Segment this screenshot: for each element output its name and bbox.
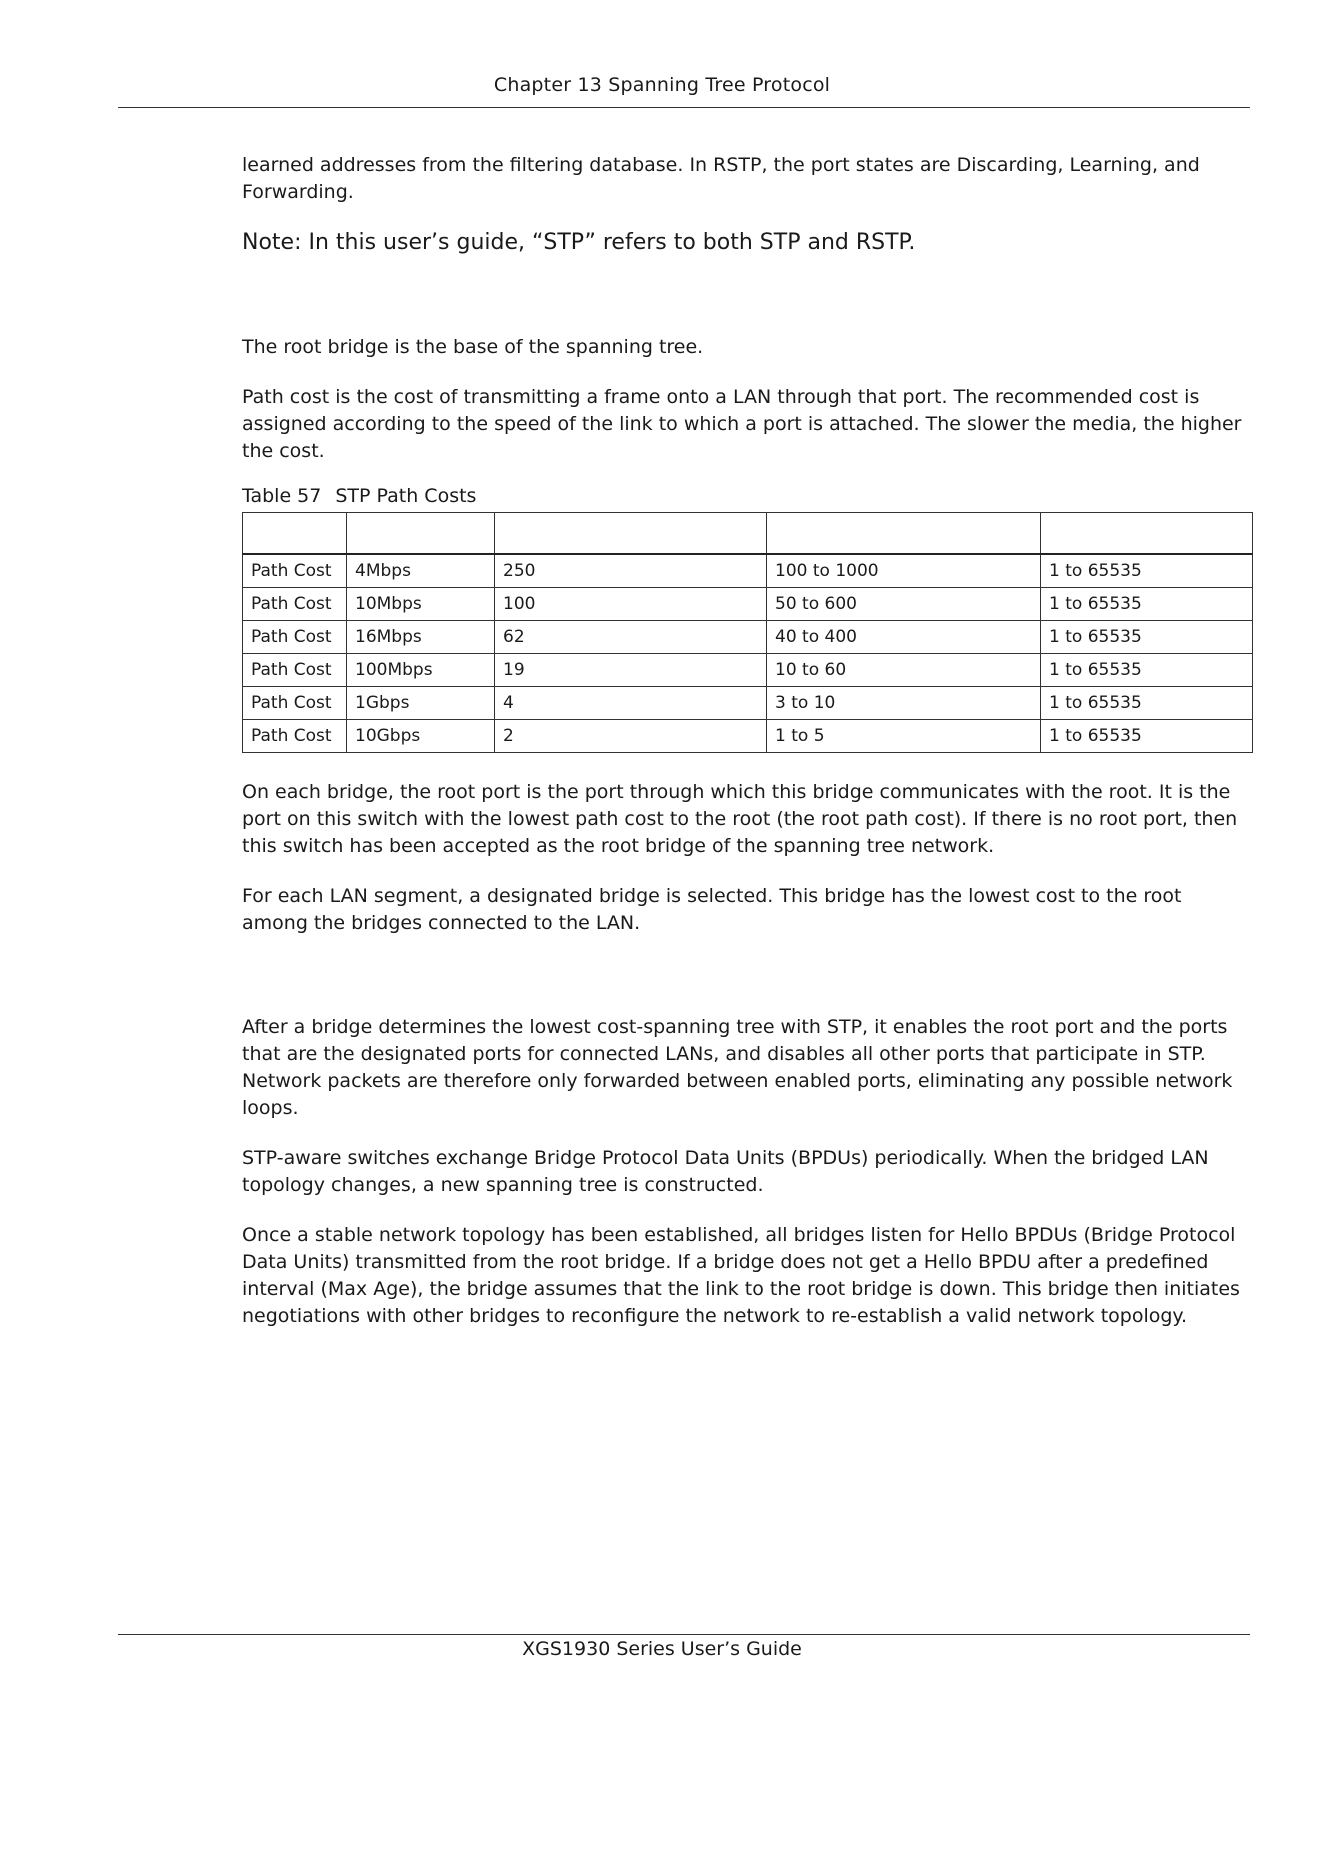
table-header-cell [243,513,347,555]
table-row [243,621,1253,654]
table-cell: 19 [495,654,767,687]
table-cell: 1 to 65535 [1041,588,1253,621]
table-header-cell [1041,513,1253,555]
table-header-cell [495,513,767,555]
table-cell: 4 [495,687,767,720]
table-cell: 2 [495,720,767,753]
table-cell: 1 to 65535 [1041,554,1253,588]
table-cell: 10Mbps [347,588,495,621]
table-header-row [243,513,1253,555]
section-gap [242,258,1252,334]
table-cell: 1 to 65535 [1041,687,1253,720]
table-row [243,654,1253,687]
guide-footer: XGS1930 Series User’s Guide [522,1638,802,1660]
note-stp-definition: Note: In this user’s guide, “STP” refers to both STP and RSTP. [242,230,916,255]
page-body [242,152,1252,1330]
table-cell: Path Cost [243,621,347,654]
table-cell: Path Cost [243,687,347,720]
table-cell: 10Gbps [347,720,495,753]
table-cell: 1Gbps [347,687,495,720]
stp-path-costs-table [242,512,1253,753]
table-cell: 100 [495,588,767,621]
table-cell: 16Mbps [347,621,495,654]
table-cell: 3 to 10 [767,687,1041,720]
table-cell: 10 to 60 [767,654,1041,687]
table-cell: 250 [495,554,767,588]
section-gap [242,937,1252,1014]
paragraph-path-cost: Path cost is the cost of transmitting a frame onto a LAN through that port. The recommended cost is assigned according to the speed of the link to which a port is attached. The slower the media, the higher the cost. [242,386,1242,462]
paragraph-hello-bpdu: Once a stable network topology has been established, all bridges listen for Hello BPDUs (Bridge Protocol Data Units) transmitted from the root bridge. If a bridge does not get a Hello BPDU after a predefined interval (Max Age), the bridge assumes that the link to the root bridge is down. This bridge then initiates negotiations with other bridges to reconfigure the network to re-establish a valid network topology. [242,1224,1240,1327]
paragraph-root-bridge: The root bridge is the base of the spanning tree. [242,336,704,358]
table-cell: 1 to 65535 [1041,621,1253,654]
table-header-cell [767,513,1041,555]
table-caption [242,483,1252,510]
table-cell: 100 to 1000 [767,554,1041,588]
table-cell: 4Mbps [347,554,495,588]
paragraph-bpdu-exchange: STP-aware switches exchange Bridge Protocol Data Units (BPDUs) periodically. When the bridged LAN topology changes, a new spanning tree is constructed. [242,1147,1209,1196]
table-cell: 40 to 400 [767,621,1041,654]
table-cell: 50 to 600 [767,588,1041,621]
paragraph-stp-operation: After a bridge determines the lowest cost-spanning tree with STP, it enables the root port and the ports that are the designated ports for connected LANs, and disables all other ports that participate in STP. Network packets are therefore only forwarded between enabled ports, eliminating any possible network loops. [242,1016,1233,1119]
table-row [243,554,1253,588]
paragraph-root-port: On each bridge, the root port is the port through which this bridge communicates with the root. It is the port on this switch with the lowest path cost to the root (the root path cost). If there is no root port, then this switch has been accepted as the root bridge of the spanning tree network. [242,781,1238,857]
footer-rule [118,1634,1250,1635]
table-row [243,687,1253,720]
chapter-header: Chapter 13 Spanning Tree Protocol [493,74,831,96]
table-cell: 1 to 65535 [1041,720,1253,753]
table-cell: 1 to 65535 [1041,654,1253,687]
table-header-cell [347,513,495,555]
table-cell: 100Mbps [347,654,495,687]
table-row [243,588,1253,621]
paragraph-designated-bridge: For each LAN segment, a designated bridge is selected. This bridge has the lowest cost to the root among the bridges connected to the LAN. [242,885,1182,934]
table-cell: Path Cost [243,588,347,621]
paragraph-port-states: learned addresses from the filtering database. In RSTP, the port states are Discarding, Learning, and Forwarding. [242,154,1200,203]
table-caption-number: Table 57 [242,485,322,507]
table-row [243,720,1253,753]
table-cell: Path Cost [243,654,347,687]
table-caption-title: STP Path Costs [335,485,477,507]
header-rule [118,107,1250,108]
table-cell: 1 to 5 [767,720,1041,753]
table-cell: Path Cost [243,720,347,753]
table-cell: 62 [495,621,767,654]
table-cell: Path Cost [243,554,347,588]
